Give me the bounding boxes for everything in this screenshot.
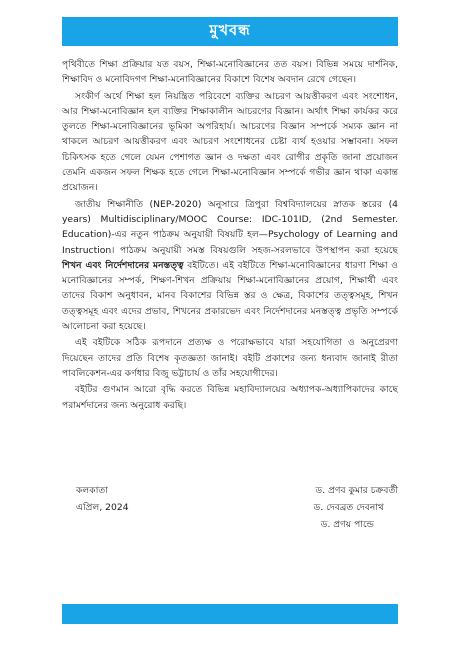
paragraph-5: বইটির গুণমান আরো বৃদ্ধি করতে বিভিন্ন মহাবিদ্যালয়ের অধ্যাপক-অধ্যাপিকাদের কাছে পরামর্শদানের জন্য অনুরোধ করছি। [62, 384, 398, 411]
preface-title-banner [62, 17, 398, 46]
paragraph-1: পৃথিবীতে শিক্ষা প্রক্রিয়ার যত বয়স, শিক্ষা-মনোবিজ্ঞানের তত বয়স। বিভিন্ন সময়ে দার্শনিক, শিক্ষাবিদ ও মনোবিদগণ শিক্ষা-মনোবিজ্ঞানের বিকাশে বিশেষ অবদান রেখে গেছেন। [62, 59, 398, 86]
paragraph-2: সংকীর্ণ অর্থে শিক্ষা হল নিয়ন্ত্রিত পরিবেশে ব্যক্তির আচরণ আয়ত্তীকরণ এবং সংশোধন, আর শিক্ষা-মনোবিজ্ঞান হল ব্যক্তির শিক্ষাকালীন আচরণের বিজ্ঞান। অর্থাৎ শিক্ষা কার্যকর করে তুলতে শিক্ষা-মনোবিজ্ঞানের ভূমিকা অপরিহার্য। আচরণের বিজ্ঞান সম্পর্কে সম্যক জ্ঞান না থাকলে আচরণ আয়ত্তীকরণ এবং আচরণ সংশোধনের চেষ্টা ব্যর্থ হওয়ার সম্ভাবনা। সফল চিকিৎসক হতে গেলে যেমন পেশাগত জ্ঞান ও দক্ষতা এবং রোগীর প্রকৃতি জানা প্রয়োজন তেমনি একজন সফল শিক্ষক হতে গেলে শিক্ষা-মনোবিজ্ঞান সম্পর্কে গভীর জ্ঞান থাকা একান্ত প্রয়োজন। [62, 90, 398, 194]
book-title-bold: শিখন এবং নির্দেশদানের মনস্তত্ত্ব [62, 259, 184, 271]
paragraph-3-tail: বইটিতে। এই বইটিতে শিক্ষা-মনোবিজ্ঞানের ধারণা শিক্ষা ও মনোবিজ্ঞানের সম্পর্ক, শিক্ষণ-শিখন প্রক্রিয়ায় শিক্ষা-মনোবিজ্ঞানের প্রয়োগ, শিক্ষার্থী এবং তাদের বিকাশ অনুধাবন, মানব বিকাশের বিভিন্ন স্তর ও ক্ষেত্র, বিকাশের তত্ত্বসমূহ, শিখন তত্ত্বসমূহ এবং এদের প্রভাব, শিখনের প্রকারভেদ এবং নির্দেশদানের মনস্তত্ত্ব প্রভৃতি সম্পর্কে আলোচনা করা হয়েছে। [62, 259, 398, 333]
footer-bar [62, 604, 398, 624]
paragraph-3-intro: জাতীয় শিক্ষানীতি (NEP-2020) অনুসারে ত্রিপুরা বিশ্ববিদ্যালয়ের স্নাতক স্তরের (4 years) Multidisciplinary/MOOC Course: IDC-101ID, (2nd Semester. Education)-এর নতুন পাঠক্রম অনুযায়ী বিষয়টি হল—Psychology of Learning and Instruction। পাঠক্রম অনুযায়ী সমস্ত বিষয়গুলি সহজ-সরলভাবে উপস্থাপন করা হয়েছে [62, 198, 398, 256]
author-3: ড. প্রণয় পান্ডে [320, 519, 374, 530]
paragraph-4: এই বইটিকে সঠিক রূপদানে প্রত্যক্ষ ও পরোক্ষভাবে যারা সহযোগিতা ও অনুপ্রেরণা দিয়েছেন তাদের প্রতি বিশেষ কৃতজ্ঞতা জানাই। বইটি প্রকাশের জন্য ধন্যবাদ জানাই রীতা পাবলিকেশন-এর কর্ণধার বিজু ভট্টাচার্য ও তাঁর সহযোগীদের। [62, 337, 398, 379]
paragraph-3 [62, 197, 398, 335]
preface-body [62, 57, 398, 414]
preface-title: মুখবন্ধ [209, 22, 251, 39]
author-2: ড. দেবব্রত দেবনাথ [313, 502, 384, 513]
author-1: ড. প্রণব কুমার চক্রবর্তী [315, 485, 398, 496]
signature-date: এপ্রিল, 2024 [76, 502, 129, 513]
signature-place: কলকাতা [76, 485, 108, 496]
